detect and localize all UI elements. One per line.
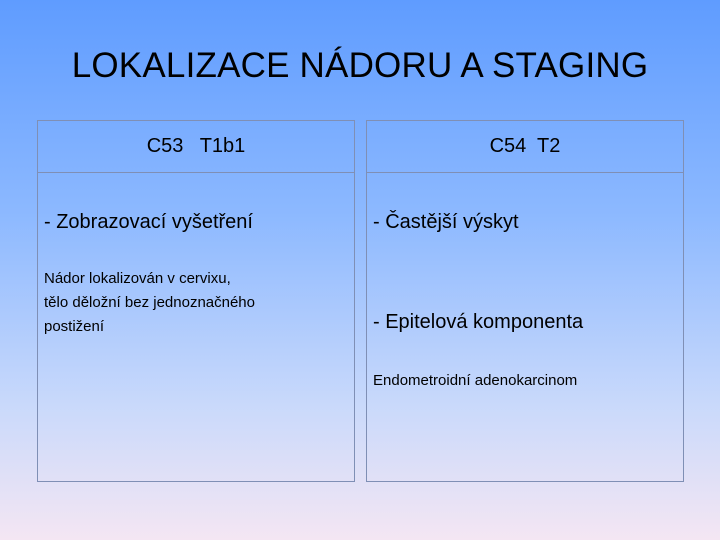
left-note [44,267,255,339]
left-note-line: Nádor lokalizován v cervixu, [44,270,231,287]
left-item-imaging: - Zobrazovací vyšetření [44,211,253,233]
right-item-epithelial: - Epitelová komponenta [373,311,584,333]
left-note-line: postižení [44,318,105,335]
left-panel-header: C53 T1b1 [38,121,354,173]
slide-title: LOKALIZACE NÁDORU A STAGING [71,46,649,85]
left-note-line: tělo děložní bez jednoznačného [44,294,255,311]
right-item-occurrence: - Častější výskyt [373,211,519,233]
right-panel-header: C54 T2 [367,121,683,173]
right-panel [366,120,684,482]
left-panel [37,120,355,482]
right-note: Endometroidní adenokarcinom [373,372,578,389]
